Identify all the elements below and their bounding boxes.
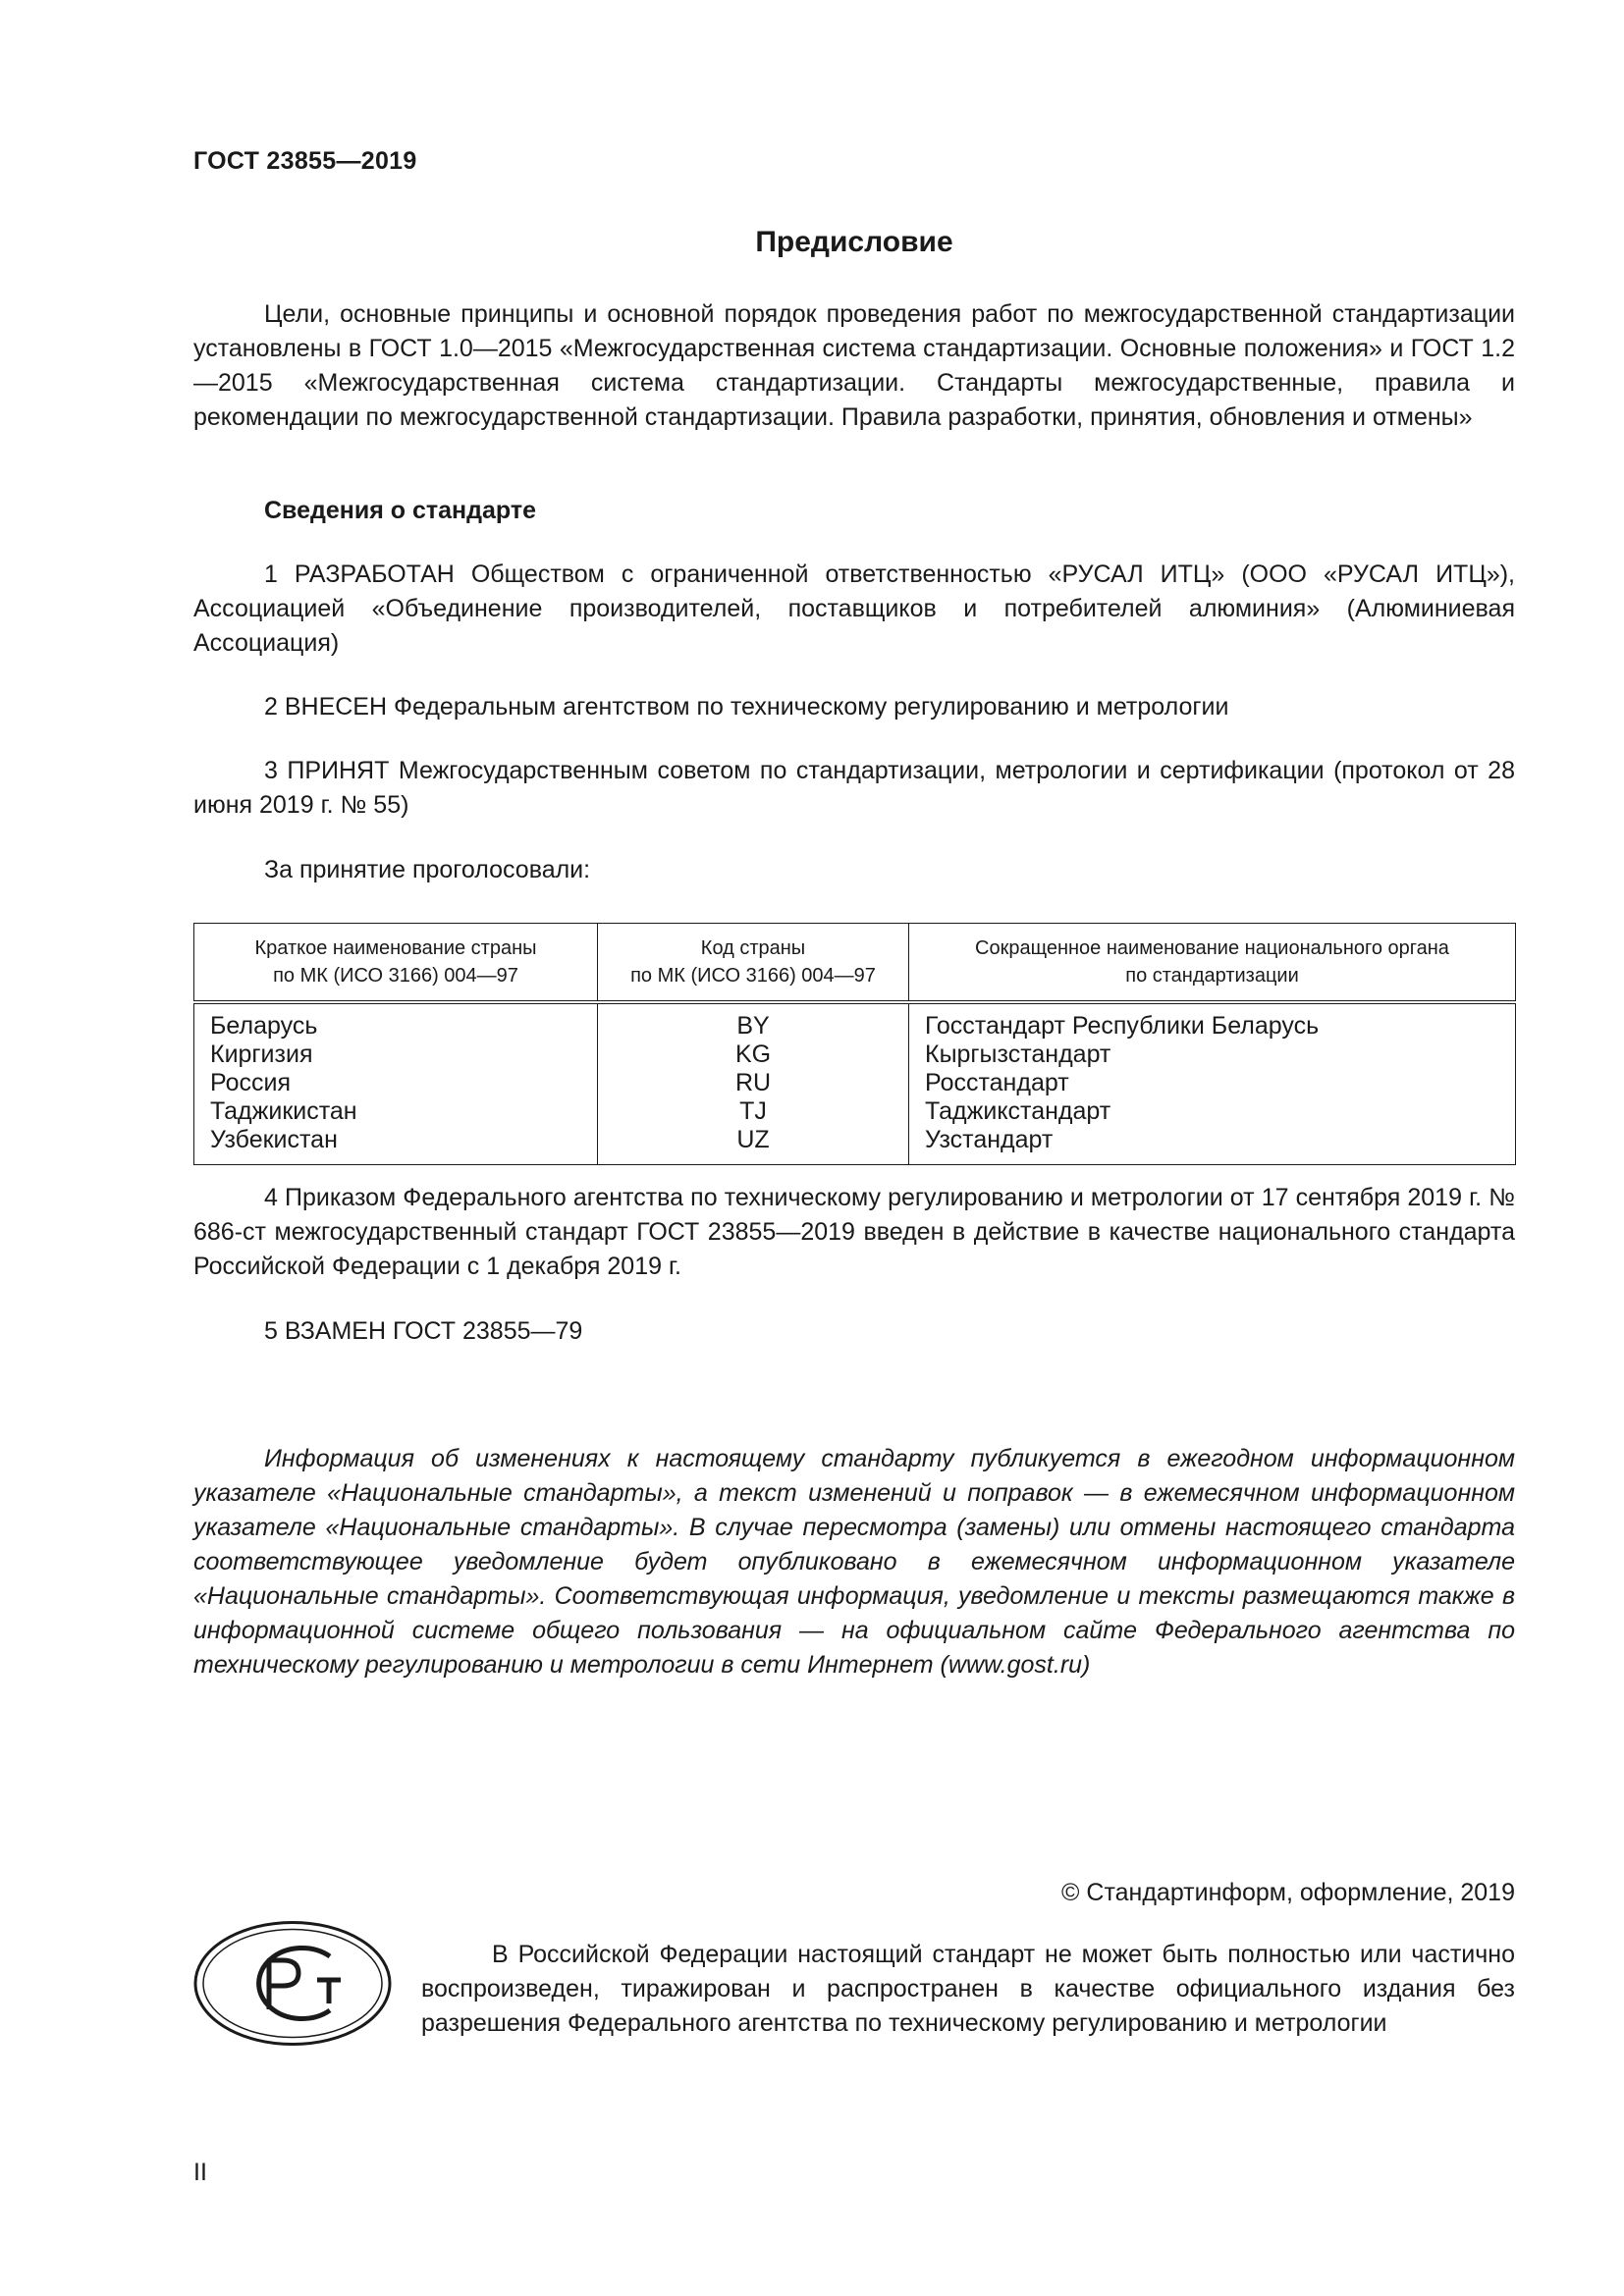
table-row [194,1002,1516,1165]
standards-body: Росстандарт [925,1069,1069,1096]
item-submitted-by: 2 ВНЕСЕН Федеральным агентством по техническому регулированию и метрологии [264,693,1229,721]
country-name: Россия [210,1069,291,1096]
rst-certification-mark-icon [192,1919,393,2048]
table-header-row [194,924,1516,1003]
standards-body: Госстандарт Республики Беларусь [925,1012,1320,1040]
table-header-country: Краткое наименование страны по МК (ИСО 3166) 004—97 [194,924,598,1003]
standards-body: Узстандарт [925,1126,1054,1153]
item-replaces: 5 ВЗАМЕН ГОСТ 23855—79 [264,1317,583,1345]
section-heading: Сведения о стандарте [264,497,537,524]
item-enacted-by-order: 4 Приказом Федерального агентства по техническому регулированию и метрологии от 17 сентября 2019 г. № 686-ст межгосударственный стандарт ГОСТ 23855—2019 введен в действие в качестве национального стандарта Российской Федерации с 1 декабря 2019 г. [193,1184,1515,1280]
country-name: Киргизия [210,1041,313,1068]
table-cell-countries [194,1002,598,1165]
country-code: KG [734,1041,772,1068]
intro-paragraph: Цели, основные принципы и основной порядок проведения работ по межгосударственной стандартизации установлены в ГОСТ 1.0—2015 «Межгосударственная система стандартизации. Основные положения» и ГОСТ 1.2—2015 «Межгосударственная система стандартизации. Стандарты межгосударственные, правила и рекомендации по межгосударственной стандартизации. Правила разработки, принятия, обновления и отмены» [193,300,1515,431]
country-name: Беларусь [210,1012,318,1040]
standards-body: Кыргызстандарт [925,1041,1111,1068]
changes-info-notice: Информация об изменениях к настоящему стандарту публикуется в ежегодном информационном указателе «Национальные стандарты», а текст изменений и поправок — в ежемесячном информационном указателе «Национальные стандарты». В случае пересмотра (замены) или отмены настоящего стандарта соответствующее уведомление будет опубликовано в ежемесячном информационном указателе «Национальные стандарты». Соответствующая информация, уведомление и тексты размещаются также в информационной системе общего пользования — на официальном сайте Федерального агентства по техническому регулированию и метрологии в сети Интернет (www.gost.ru) [193,1445,1515,1679]
table-header-code: Код страны по МК (ИСО 3166) 004—97 [598,924,909,1003]
table-cell-codes [598,1002,909,1165]
page-number: II [193,2159,207,2186]
country-code: UZ [736,1126,770,1153]
country-code: TJ [739,1097,767,1125]
table-header-body: Сокращенное наименование национального органа по стандартизации [909,924,1516,1003]
country-name: Узбекистан [210,1126,338,1153]
page-title: Предисловие [755,226,953,258]
standards-body: Таджикстандарт [925,1097,1111,1125]
vote-intro: За принятие проголосовали: [264,856,591,883]
country-name: Таджикистан [210,1097,357,1125]
reproduction-notice: В Российской Федерации настоящий стандарт не может быть полностью или частично воспроизведен, тиражирован и распространен в качестве официального издания без разрешения Федерального агентства по техническому регулированию и метрологии [421,1941,1515,2037]
country-code: RU [734,1069,772,1096]
copyright-notice: © Стандартинформ, оформление, 2019 [1061,1879,1515,1906]
country-code: BY [736,1012,770,1040]
item-adopted-by: 3 ПРИНЯТ Межгосударственным советом по стандартизации, метрологии и сертификации (протокол от 28 июня 2019 г. № 55) [193,757,1515,819]
voting-countries-table [193,923,1516,1165]
document-code: ГОСТ 23855—2019 [193,147,417,175]
table-cell-bodies [909,1002,1516,1165]
item-developed-by: 1 РАЗРАБОТАН Обществом с ограниченной ответственностью «РУСАЛ ИТЦ» (ООО «РУСАЛ ИТЦ»), Ассоциацией «Объединение производителей, поставщиков и потребителей алюминия» (Алюминиевая Ассоциация) [193,561,1515,657]
